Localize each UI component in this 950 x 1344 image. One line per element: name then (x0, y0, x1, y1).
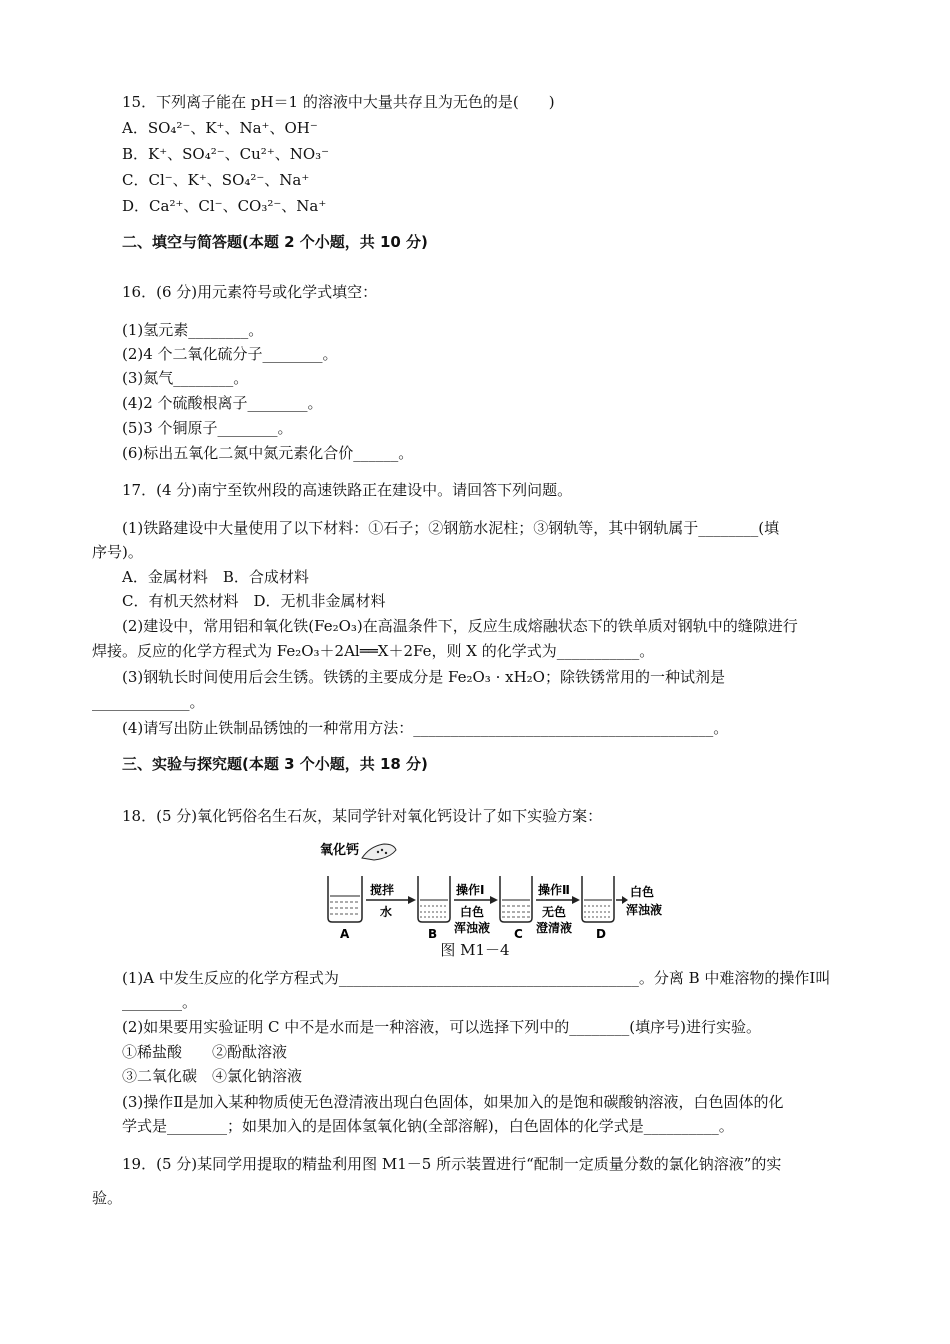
arrow3-label-bot: 澄清液 (536, 921, 573, 935)
q17-part1-line1: (1)铁路建设中大量使用了以下材料：①石子；②钢筋水泥柱；③钢轨等，其中钢轨属于________(填 (122, 519, 780, 537)
q18-part3-line2: 学式是________；如果加入的是固体氢氧化钠(全部溶解)，白色固体的化学式是__________。 (122, 1117, 734, 1135)
q15-stem: 15．下列离子能在 pH＝1 的溶液中大量共存且为无色的是( ) (122, 93, 555, 111)
q18-part1-line1: (1)A 中发生反应的化学方程式为________________________________________。分离 B 中难溶物的操作Ⅰ叫 (122, 969, 831, 987)
figure-caption: 图 M1－4 (440, 941, 510, 959)
section-2-title: 二、填空与简答题(本题 2 个小题，共 10 分) (122, 233, 428, 251)
q17-part2-line1: (2)建设中，常用铝和氧化铁(Fe₂O₃)在高温条件下，反应生成熔融状态下的铁单质对钢轨中的缝隙进行 (122, 617, 798, 635)
q16-item-1: (1)氢元素________。 (122, 321, 264, 339)
arrow1-label-top: 搅拌 (370, 883, 395, 897)
end-label-bot: 浑浊液 (626, 903, 663, 917)
beaker-b (418, 876, 450, 922)
beaker-a (328, 876, 362, 922)
arrow2-label-top: 操作Ⅰ (456, 883, 485, 897)
q16-item-3: (3)氮气________。 (122, 369, 249, 387)
q16-item-5: (5)3 个铜原子________。 (122, 419, 293, 437)
beaker-a-letter: A (340, 927, 350, 941)
beaker-d-letter: D (596, 927, 606, 941)
fig-label-cao: 氧化钙 (320, 843, 360, 858)
beaker-c-letter: C (514, 927, 523, 941)
q15-option-a: A．SO₄²⁻、K⁺、Na⁺、OH⁻ (122, 119, 318, 137)
q17-stem: 17．(4 分)南宁至钦州段的高速铁路正在建设中。请回答下列问题。 (122, 481, 573, 499)
beaker-c (500, 876, 532, 922)
beaker-d (582, 876, 614, 922)
section-3-title: 三、实验与探究题(本题 3 个小题，共 18 分) (122, 755, 428, 773)
q16-item-2: (2)4 个二氧化硫分子________。 (122, 345, 338, 363)
arrow1-label-bot: 水 (380, 905, 393, 919)
q15-option-d: D．Ca²⁺、Cl⁻、CO₃²⁻、Na⁺ (122, 197, 327, 215)
arrow2-label-mid: 白色 (460, 905, 485, 919)
arrow3-label-top: 操作Ⅱ (538, 883, 570, 897)
q17-part1-line2: 序号)。 (92, 543, 143, 561)
q17-options-cd: C．有机天然材料 D．无机非金属材料 (122, 592, 386, 610)
q17-part2-line2: 焊接。反应的化学方程式为 Fe₂O₃＋2Al══X＋2Fe，则 X 的化学式为___________。 (92, 642, 655, 660)
q17-part3-line1: (3)钢轨长时间使用后会生锈。铁锈的主要成分是 Fe₂O₃ · xH₂O；除铁锈常用的一种试剂是 (122, 668, 725, 686)
q15-option-b: B．K⁺、SO₄²⁻、Cu²⁺、NO₃⁻ (122, 145, 330, 163)
q18-stem: 18．(5 分)氧化钙俗名生石灰，某同学针对氧化钙设计了如下实验方案： (122, 807, 603, 825)
q15-option-c: C．Cl⁻、K⁺、SO₄²⁻、Na⁺ (122, 171, 310, 189)
arrow3-label-mid: 无色 (542, 905, 567, 919)
q16-item-4: (4)2 个硫酸根离子________。 (122, 394, 323, 412)
q18-part1-line2: ________。 (122, 993, 198, 1011)
q16-item-6: (6)标出五氧化二氮中氮元素化合价______。 (122, 444, 414, 462)
q18-options-34: ③二氧化碳 ④氯化钠溶液 (122, 1067, 303, 1085)
q17-part3-line2: _____________。 (92, 693, 205, 711)
end-label-top: 白色 (630, 885, 655, 899)
q18-part3-line1: (3)操作Ⅱ是加入某种物质使无色澄清液出现白色固体，如果加入的是饱和碳酸钠溶液，白色固体的化 (122, 1093, 784, 1111)
q19-line1: 19．(5 分)某同学用提取的精盐利用图 M1－5 所示装置进行“配制一定质量分数的氯化钠溶液”的实 (122, 1155, 782, 1173)
q18-options-12: ①稀盐酸 ②酚酞溶液 (122, 1043, 288, 1061)
arrow2-label-bot: 浑浊液 (454, 921, 491, 935)
q17-options-ab: A．金属材料 B．合成材料 (122, 568, 309, 586)
q17-part4: (4)请写出防止铁制品锈蚀的一种常用方法：________________________________________。 (122, 719, 729, 737)
beaker-b-letter: B (428, 927, 438, 941)
q18-part2: (2)如果要用实验证明 C 中不是水而是一种溶液，可以选择下列中的________(填序号)进行实验。 (122, 1018, 761, 1036)
q16-stem: 16．(6 分)用元素符号或化学式填空： (122, 283, 378, 301)
q19-line2: 验。 (92, 1189, 123, 1207)
